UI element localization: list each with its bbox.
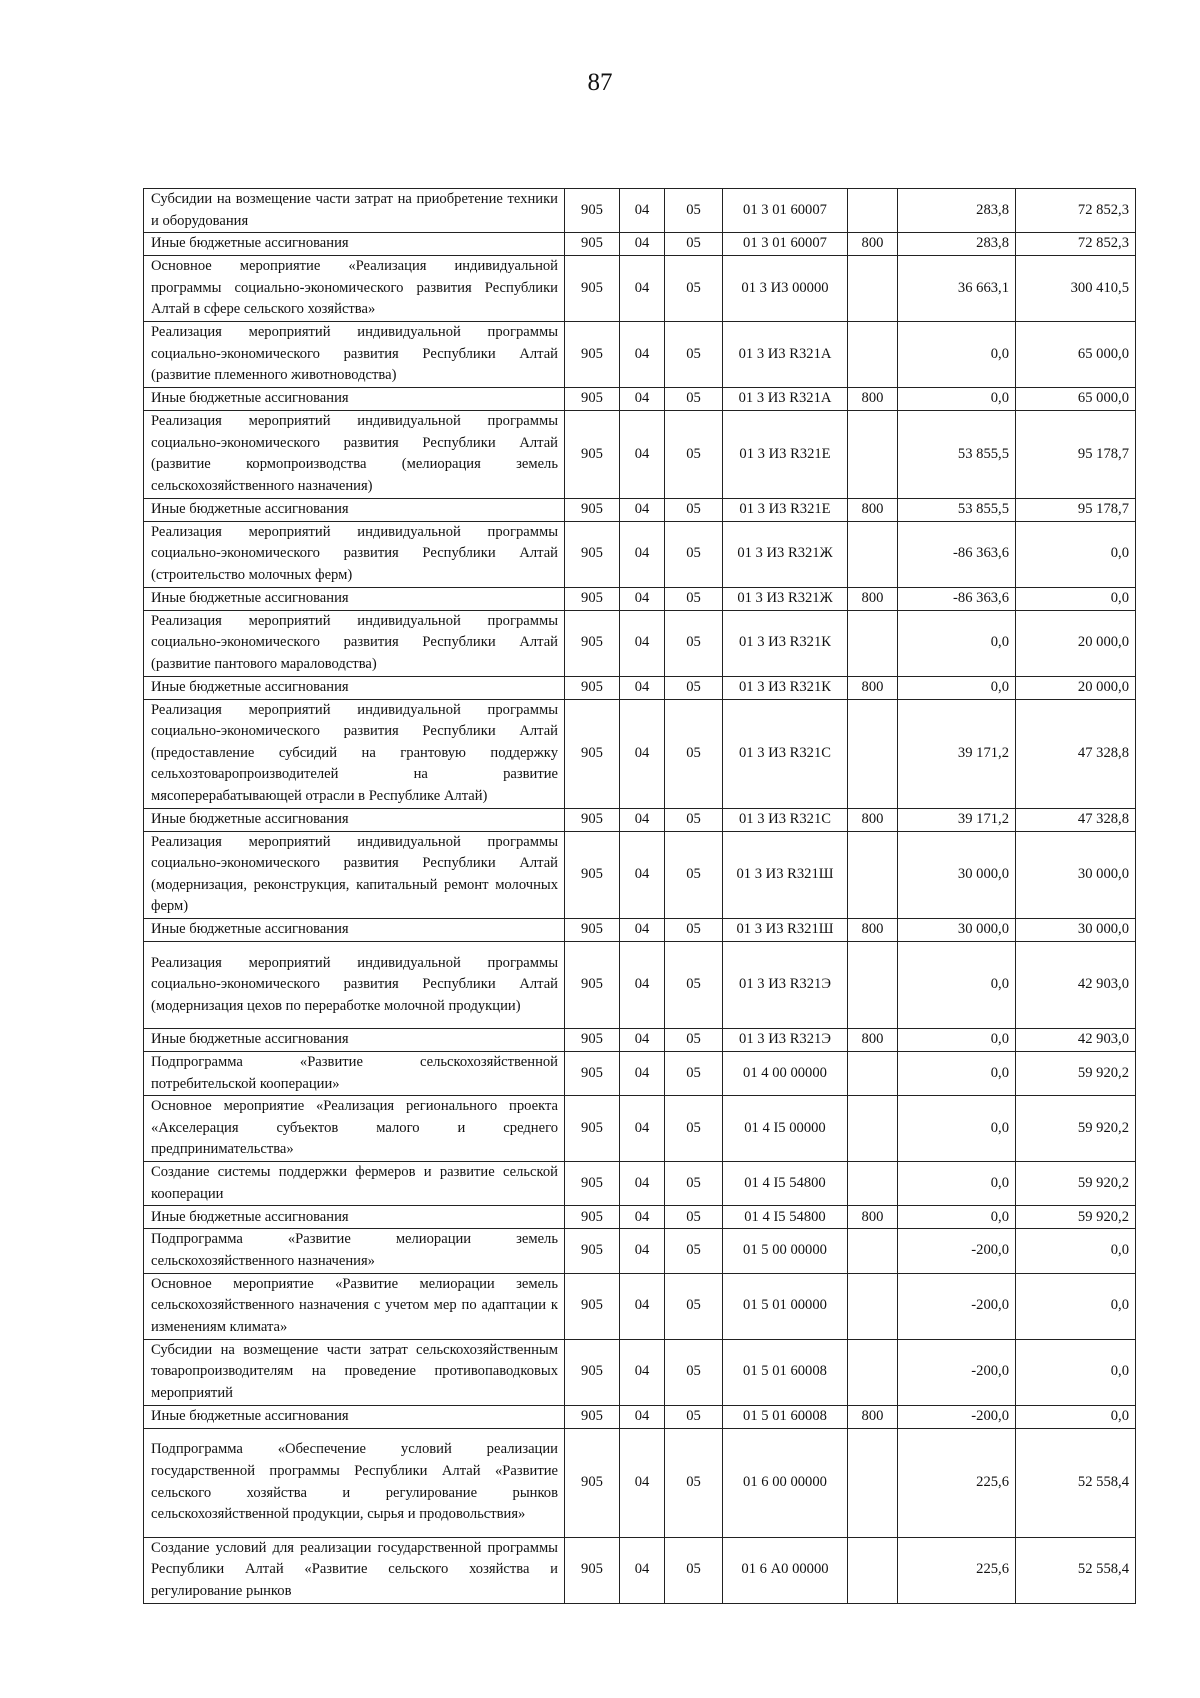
change-amount-cell: 39 171,2: [898, 699, 1016, 808]
subsection-code-cell: 05: [665, 498, 723, 521]
change-amount-cell: 0,0: [898, 1028, 1016, 1051]
total-amount-cell: 42 903,0: [1016, 1028, 1136, 1051]
section-code-cell: 04: [620, 610, 665, 676]
total-amount-cell: 59 920,2: [1016, 1051, 1136, 1095]
row-name-cell: Иные бюджетные ассигнования: [144, 808, 565, 831]
ministry-code-cell: 905: [565, 1051, 620, 1095]
section-code-cell: 04: [620, 233, 665, 256]
row-name-cell: Иные бюджетные ассигнования: [144, 388, 565, 411]
subsection-code-cell: 05: [665, 808, 723, 831]
table-row: [144, 587, 1136, 610]
total-amount-cell: 59 920,2: [1016, 1162, 1136, 1206]
change-amount-cell: 0,0: [898, 1206, 1016, 1229]
subsection-code-cell: 05: [665, 1428, 723, 1537]
total-amount-cell: 59 920,2: [1016, 1206, 1136, 1229]
ministry-code-cell: 905: [565, 587, 620, 610]
change-amount-cell: -200,0: [898, 1273, 1016, 1339]
expense-type-cell: [848, 189, 898, 233]
total-amount-cell: 65 000,0: [1016, 388, 1136, 411]
subsection-code-cell: 05: [665, 1273, 723, 1339]
change-amount-cell: 30 000,0: [898, 831, 1016, 918]
target-article-cell: 01 3 И3 00000: [723, 256, 848, 322]
section-code-cell: 04: [620, 1229, 665, 1273]
total-amount-cell: 65 000,0: [1016, 322, 1136, 388]
subsection-code-cell: 05: [665, 918, 723, 941]
section-code-cell: 04: [620, 1206, 665, 1229]
change-amount-cell: -86 363,6: [898, 521, 1016, 587]
subsection-code-cell: 05: [665, 189, 723, 233]
change-amount-cell: 0,0: [898, 388, 1016, 411]
total-amount-cell: 20 000,0: [1016, 610, 1136, 676]
table-row: [144, 808, 1136, 831]
subsection-code-cell: 05: [665, 1537, 723, 1603]
table-row: [144, 676, 1136, 699]
expense-type-cell: 800: [848, 233, 898, 256]
ministry-code-cell: 905: [565, 1537, 620, 1603]
subsection-code-cell: 05: [665, 941, 723, 1028]
target-article-cell: 01 3 И3 R321А: [723, 322, 848, 388]
total-amount-cell: 0,0: [1016, 1229, 1136, 1273]
subsection-code-cell: 05: [665, 676, 723, 699]
section-code-cell: 04: [620, 676, 665, 699]
ministry-code-cell: 905: [565, 1206, 620, 1229]
section-code-cell: 04: [620, 256, 665, 322]
section-code-cell: 04: [620, 1428, 665, 1537]
expense-type-cell: [848, 1273, 898, 1339]
ministry-code-cell: 905: [565, 918, 620, 941]
total-amount-cell: 47 328,8: [1016, 699, 1136, 808]
row-name-cell: Иные бюджетные ассигнования: [144, 918, 565, 941]
ministry-code-cell: 905: [565, 411, 620, 498]
row-name-cell: Субсидии на возмещение части затрат сельскохозяйственным товаропроизводителям на проведение противопаводковых мероприятий: [144, 1339, 565, 1405]
expense-type-cell: [848, 699, 898, 808]
table-row: [144, 189, 1136, 233]
target-article-cell: 01 3 И3 R321Е: [723, 498, 848, 521]
ministry-code-cell: 905: [565, 1428, 620, 1537]
total-amount-cell: 95 178,7: [1016, 498, 1136, 521]
subsection-code-cell: 05: [665, 1162, 723, 1206]
section-code-cell: 04: [620, 1051, 665, 1095]
total-amount-cell: 0,0: [1016, 1339, 1136, 1405]
target-article-cell: 01 5 01 00000: [723, 1273, 848, 1339]
change-amount-cell: 53 855,5: [898, 411, 1016, 498]
table-row: [144, 1162, 1136, 1206]
section-code-cell: 04: [620, 808, 665, 831]
expense-type-cell: 800: [848, 676, 898, 699]
total-amount-cell: 300 410,5: [1016, 256, 1136, 322]
subsection-code-cell: 05: [665, 233, 723, 256]
row-name-cell: Субсидии на возмещение части затрат на приобретение техники и оборудования: [144, 189, 565, 233]
total-amount-cell: 20 000,0: [1016, 676, 1136, 699]
ministry-code-cell: 905: [565, 1028, 620, 1051]
expense-type-cell: [848, 521, 898, 587]
ministry-code-cell: 905: [565, 941, 620, 1028]
target-article-cell: 01 5 01 60008: [723, 1405, 848, 1428]
change-amount-cell: 225,6: [898, 1537, 1016, 1603]
change-amount-cell: 39 171,2: [898, 808, 1016, 831]
expense-type-cell: 800: [848, 1028, 898, 1051]
ministry-code-cell: 905: [565, 1096, 620, 1162]
section-code-cell: 04: [620, 1339, 665, 1405]
section-code-cell: 04: [620, 1162, 665, 1206]
expense-type-cell: 800: [848, 1206, 898, 1229]
target-article-cell: 01 3 И3 R321Э: [723, 941, 848, 1028]
ministry-code-cell: 905: [565, 808, 620, 831]
table-row: [144, 1339, 1136, 1405]
ministry-code-cell: 905: [565, 1339, 620, 1405]
subsection-code-cell: 05: [665, 1096, 723, 1162]
subsection-code-cell: 05: [665, 1229, 723, 1273]
row-name-cell: Иные бюджетные ассигнования: [144, 498, 565, 521]
section-code-cell: 04: [620, 388, 665, 411]
expense-type-cell: [848, 1229, 898, 1273]
ministry-code-cell: 905: [565, 256, 620, 322]
row-name-cell: Основное мероприятие «Реализация индивидуальной программы социально-экономического развития Республики Алтай в сфере сельского хозяйства»: [144, 256, 565, 322]
table-row: [144, 699, 1136, 808]
target-article-cell: 01 3 И3 R321Е: [723, 411, 848, 498]
target-article-cell: 01 3 01 60007: [723, 233, 848, 256]
table-row: [144, 411, 1136, 498]
total-amount-cell: 72 852,3: [1016, 233, 1136, 256]
expense-type-cell: [848, 1096, 898, 1162]
change-amount-cell: -200,0: [898, 1229, 1016, 1273]
change-amount-cell: 0,0: [898, 322, 1016, 388]
row-name-cell: Реализация мероприятий индивидуальной программы социально-экономического развития Республики Алтай (строительство молочных ферм): [144, 521, 565, 587]
table-row: [144, 1273, 1136, 1339]
table-row: [144, 521, 1136, 587]
target-article-cell: 01 3 И3 R321Э: [723, 1028, 848, 1051]
page-number: 87: [587, 69, 613, 96]
target-article-cell: 01 3 И3 R321К: [723, 610, 848, 676]
section-code-cell: 04: [620, 498, 665, 521]
ministry-code-cell: 905: [565, 233, 620, 256]
ministry-code-cell: 905: [565, 676, 620, 699]
row-name-cell: Реализация мероприятий индивидуальной программы социально-экономического развития Республики Алтай (развитие пантового мараловодства): [144, 610, 565, 676]
budget-table: [143, 188, 1136, 1604]
expense-type-cell: [848, 1162, 898, 1206]
section-code-cell: 04: [620, 1028, 665, 1051]
total-amount-cell: 0,0: [1016, 521, 1136, 587]
subsection-code-cell: 05: [665, 831, 723, 918]
expense-type-cell: 800: [848, 1405, 898, 1428]
row-name-cell: Создание системы поддержки фермеров и развитие сельской кооперации: [144, 1162, 565, 1206]
section-code-cell: 04: [620, 189, 665, 233]
subsection-code-cell: 05: [665, 1051, 723, 1095]
row-name-cell: Реализация мероприятий индивидуальной программы социально-экономического развития Республики Алтай (предоставление субсидий на грантовую поддержку сельхозтоваропроизводителей на развитие мясоперерабатывающей отрасли в Республике Алтай): [144, 699, 565, 808]
ministry-code-cell: 905: [565, 1405, 620, 1428]
expense-type-cell: [848, 941, 898, 1028]
total-amount-cell: 95 178,7: [1016, 411, 1136, 498]
table-row: [144, 388, 1136, 411]
target-article-cell: 01 3 И3 R321Ш: [723, 831, 848, 918]
target-article-cell: 01 4 I5 54800: [723, 1162, 848, 1206]
table-row: [144, 610, 1136, 676]
change-amount-cell: 0,0: [898, 1162, 1016, 1206]
target-article-cell: 01 3 И3 R321Ж: [723, 521, 848, 587]
change-amount-cell: 0,0: [898, 1096, 1016, 1162]
total-amount-cell: 30 000,0: [1016, 831, 1136, 918]
row-name-cell: Иные бюджетные ассигнования: [144, 587, 565, 610]
change-amount-cell: -200,0: [898, 1339, 1016, 1405]
target-article-cell: 01 4 00 00000: [723, 1051, 848, 1095]
section-code-cell: 04: [620, 1405, 665, 1428]
table-row: [144, 1229, 1136, 1273]
target-article-cell: 01 4 I5 00000: [723, 1096, 848, 1162]
expense-type-cell: 800: [848, 918, 898, 941]
section-code-cell: 04: [620, 1273, 665, 1339]
table-row: [144, 1405, 1136, 1428]
ministry-code-cell: 905: [565, 831, 620, 918]
total-amount-cell: 42 903,0: [1016, 941, 1136, 1028]
change-amount-cell: 53 855,5: [898, 498, 1016, 521]
target-article-cell: 01 3 И3 R321А: [723, 388, 848, 411]
expense-type-cell: [848, 322, 898, 388]
table-row: [144, 256, 1136, 322]
change-amount-cell: 0,0: [898, 1051, 1016, 1095]
subsection-code-cell: 05: [665, 587, 723, 610]
total-amount-cell: 47 328,8: [1016, 808, 1136, 831]
ministry-code-cell: 905: [565, 1162, 620, 1206]
section-code-cell: 04: [620, 322, 665, 388]
total-amount-cell: 30 000,0: [1016, 918, 1136, 941]
change-amount-cell: 36 663,1: [898, 256, 1016, 322]
target-article-cell: 01 6 00 00000: [723, 1428, 848, 1537]
total-amount-cell: 0,0: [1016, 587, 1136, 610]
change-amount-cell: -86 363,6: [898, 587, 1016, 610]
section-code-cell: 04: [620, 411, 665, 498]
table-row: [144, 831, 1136, 918]
expense-type-cell: [848, 610, 898, 676]
row-name-cell: Создание условий для реализации государственной программы Республики Алтай «Развитие сельского хозяйства и регулирование рынков: [144, 1537, 565, 1603]
target-article-cell: 01 5 00 00000: [723, 1229, 848, 1273]
change-amount-cell: 283,8: [898, 233, 1016, 256]
section-code-cell: 04: [620, 587, 665, 610]
subsection-code-cell: 05: [665, 256, 723, 322]
change-amount-cell: 0,0: [898, 941, 1016, 1028]
table-row: [144, 941, 1136, 1028]
row-name-cell: Подпрограмма «Развитие сельскохозяйственной потребительской кооперации»: [144, 1051, 565, 1095]
subsection-code-cell: 05: [665, 1405, 723, 1428]
expense-type-cell: [848, 256, 898, 322]
table-row: [144, 1537, 1136, 1603]
target-article-cell: 01 3 И3 R321С: [723, 699, 848, 808]
section-code-cell: 04: [620, 831, 665, 918]
table-row: [144, 233, 1136, 256]
ministry-code-cell: 905: [565, 1229, 620, 1273]
expense-type-cell: 800: [848, 808, 898, 831]
change-amount-cell: 0,0: [898, 676, 1016, 699]
table-row: [144, 498, 1136, 521]
ministry-code-cell: 905: [565, 610, 620, 676]
total-amount-cell: 0,0: [1016, 1405, 1136, 1428]
table-row: [144, 1428, 1136, 1537]
expense-type-cell: 800: [848, 587, 898, 610]
ministry-code-cell: 905: [565, 699, 620, 808]
row-name-cell: Реализация мероприятий индивидуальной программы социально-экономического развития Республики Алтай (развитие племенного животноводства): [144, 322, 565, 388]
subsection-code-cell: 05: [665, 521, 723, 587]
target-article-cell: 01 5 01 60008: [723, 1339, 848, 1405]
section-code-cell: 04: [620, 1537, 665, 1603]
section-code-cell: 04: [620, 918, 665, 941]
change-amount-cell: -200,0: [898, 1405, 1016, 1428]
subsection-code-cell: 05: [665, 699, 723, 808]
total-amount-cell: 0,0: [1016, 1273, 1136, 1339]
expense-type-cell: [848, 831, 898, 918]
target-article-cell: 01 3 И3 R321К: [723, 676, 848, 699]
subsection-code-cell: 05: [665, 1206, 723, 1229]
row-name-cell: Иные бюджетные ассигнования: [144, 1028, 565, 1051]
table-row: [144, 918, 1136, 941]
subsection-code-cell: 05: [665, 411, 723, 498]
row-name-cell: Иные бюджетные ассигнования: [144, 676, 565, 699]
change-amount-cell: 30 000,0: [898, 918, 1016, 941]
subsection-code-cell: 05: [665, 1339, 723, 1405]
table-row: [144, 322, 1136, 388]
target-article-cell: 01 3 И3 R321Ш: [723, 918, 848, 941]
row-name-cell: Иные бюджетные ассигнования: [144, 1405, 565, 1428]
table-row: [144, 1051, 1136, 1095]
section-code-cell: 04: [620, 941, 665, 1028]
row-name-cell: Реализация мероприятий индивидуальной программы социально-экономического развития Республики Алтай (модернизация, реконструкция, капитальный ремонт молочных ферм): [144, 831, 565, 918]
target-article-cell: 01 3 01 60007: [723, 189, 848, 233]
ministry-code-cell: 905: [565, 388, 620, 411]
ministry-code-cell: 905: [565, 498, 620, 521]
total-amount-cell: 72 852,3: [1016, 189, 1136, 233]
target-article-cell: 01 3 И3 R321С: [723, 808, 848, 831]
table-row: [144, 1206, 1136, 1229]
ministry-code-cell: 905: [565, 189, 620, 233]
subsection-code-cell: 05: [665, 1028, 723, 1051]
row-name-cell: Подпрограмма «Обеспечение условий реализации государственной программы Республики Алтай «Развитие сельского хозяйства и регулирование рынков сельскохозяйственной продукции, сырья и продовольствия»: [144, 1428, 565, 1537]
row-name-cell: Основное мероприятие «Реализация регионального проекта «Акселерация субъектов малого и среднего предпринимательства»: [144, 1096, 565, 1162]
target-article-cell: 01 3 И3 R321Ж: [723, 587, 848, 610]
row-name-cell: Реализация мероприятий индивидуальной программы социально-экономического развития Республики Алтай (модернизация цехов по переработке молочной продукции): [144, 941, 565, 1028]
expense-type-cell: [848, 411, 898, 498]
total-amount-cell: 52 558,4: [1016, 1537, 1136, 1603]
table-row: [144, 1028, 1136, 1051]
expense-type-cell: [848, 1428, 898, 1537]
row-name-cell: Иные бюджетные ассигнования: [144, 1206, 565, 1229]
row-name-cell: Иные бюджетные ассигнования: [144, 233, 565, 256]
section-code-cell: 04: [620, 1096, 665, 1162]
table-row: [144, 1096, 1136, 1162]
ministry-code-cell: 905: [565, 521, 620, 587]
change-amount-cell: 283,8: [898, 189, 1016, 233]
total-amount-cell: 59 920,2: [1016, 1096, 1136, 1162]
subsection-code-cell: 05: [665, 388, 723, 411]
expense-type-cell: [848, 1051, 898, 1095]
expense-type-cell: 800: [848, 498, 898, 521]
change-amount-cell: 0,0: [898, 610, 1016, 676]
section-code-cell: 04: [620, 521, 665, 587]
ministry-code-cell: 905: [565, 322, 620, 388]
change-amount-cell: 225,6: [898, 1428, 1016, 1537]
section-code-cell: 04: [620, 699, 665, 808]
expense-type-cell: [848, 1339, 898, 1405]
target-article-cell: 01 6 А0 00000: [723, 1537, 848, 1603]
row-name-cell: Реализация мероприятий индивидуальной программы социально-экономического развития Республики Алтай (развитие кормопроизводства (мелиорация земель сельскохозяйственного назначения): [144, 411, 565, 498]
table-body: [144, 189, 1136, 1604]
expense-type-cell: 800: [848, 388, 898, 411]
row-name-cell: Основное мероприятие «Развитие мелиорации земель сельскохозяйственного назначения с учетом мер по адаптации к изменениям климата»: [144, 1273, 565, 1339]
expense-type-cell: [848, 1537, 898, 1603]
target-article-cell: 01 4 I5 54800: [723, 1206, 848, 1229]
subsection-code-cell: 05: [665, 610, 723, 676]
subsection-code-cell: 05: [665, 322, 723, 388]
total-amount-cell: 52 558,4: [1016, 1428, 1136, 1537]
row-name-cell: Подпрограмма «Развитие мелиорации земель сельскохозяйственного назначения»: [144, 1229, 565, 1273]
ministry-code-cell: 905: [565, 1273, 620, 1339]
